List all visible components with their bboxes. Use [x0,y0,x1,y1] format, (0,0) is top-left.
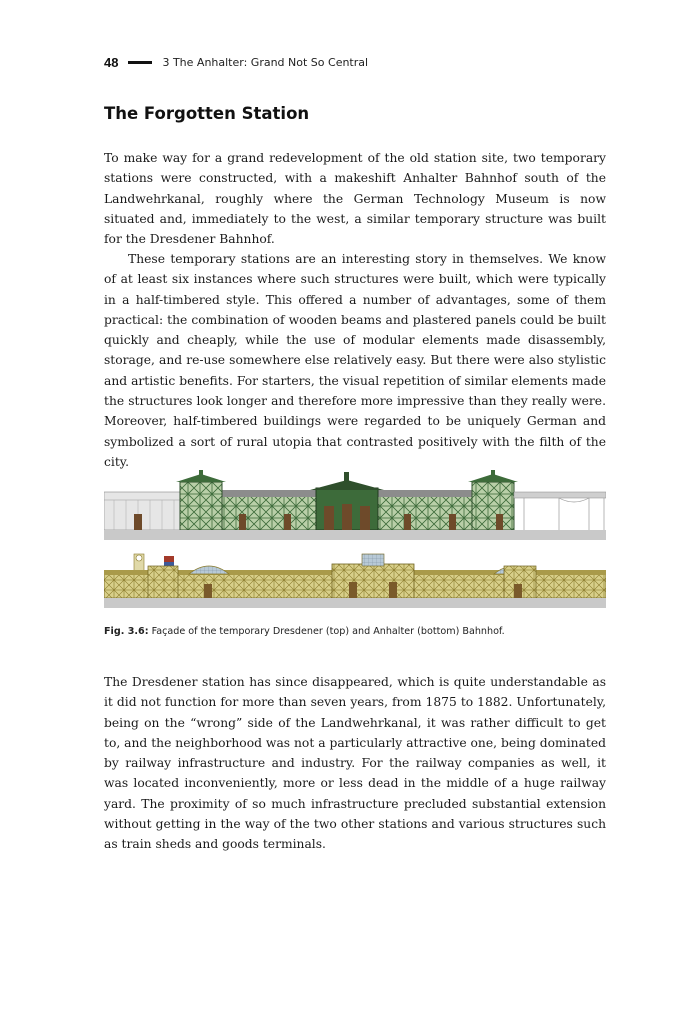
figure-caption-label: Fig. 3.6: [104,626,149,637]
figure-caption [104,626,606,637]
page-number: 48 [104,54,119,70]
running-head [104,53,368,71]
paragraph-3: The Dresdener station has since disappeared, which is quite understandable as it did not function for more than seven years, from 1875 to 1882. Unfortunately, being on the “wrong” side of the Landwehrkanal, it was rather difficult to get to, and the neighborhood was not a particularly attractive one, being dominated by railway infrastructure and industry. For the railway companies as well, it was located inconveniently, more or less dead in the middle of a huge railway yard. The proximity of so much infrastructure precluded substantial extension without getting in the way of the two other stations and various structures such as train sheds and goods terminals. [104,675,606,852]
chapter-title: 3 The Anhalter: Grand Not So Central [162,55,369,69]
dresdener-facade [104,470,606,540]
running-head-rule [128,61,152,64]
section-heading: The Forgotten Station [104,104,310,123]
figure-caption-text: Façade of the temporary Dresdener (top) and Anhalter (bottom) Bahnhof. [151,626,505,637]
station-facades-figure [104,470,606,610]
paragraph-1: To make way for a grand redevelopment of the old station site, two temporary stations were constructed, with a makeshift Anhalter Bahnhof south of the Landwehrkanal, roughly where the German Technology Museum is now situated and, immediately to the west, a similar temporary structure was built for the Dresdener Bahnhof. [104,151,606,247]
anhalter-facade [104,554,606,608]
paragraph-2: These temporary stations are an interesting story in themselves. We know of at least six instances where such structures were built, which were typically in a half-timbered style. This offered a number of advantages, some of them practical: the combination of wooden beams and plastered panels could be built quickly and cheaply, while the use of modular elements made disassembly, storage, and re-use somewhere else relatively easy. But there were also stylistic and artistic benefits. For starters, the visual repetition of similar elements made the structures look longer and therefore more impressive than they really were. Moreover, half-timbered buildings were regarded to be uniquely German and symbolized a sort of rural utopia that contrasted positively with the filth of the city. [104,252,606,469]
facade-drawings [104,470,606,610]
